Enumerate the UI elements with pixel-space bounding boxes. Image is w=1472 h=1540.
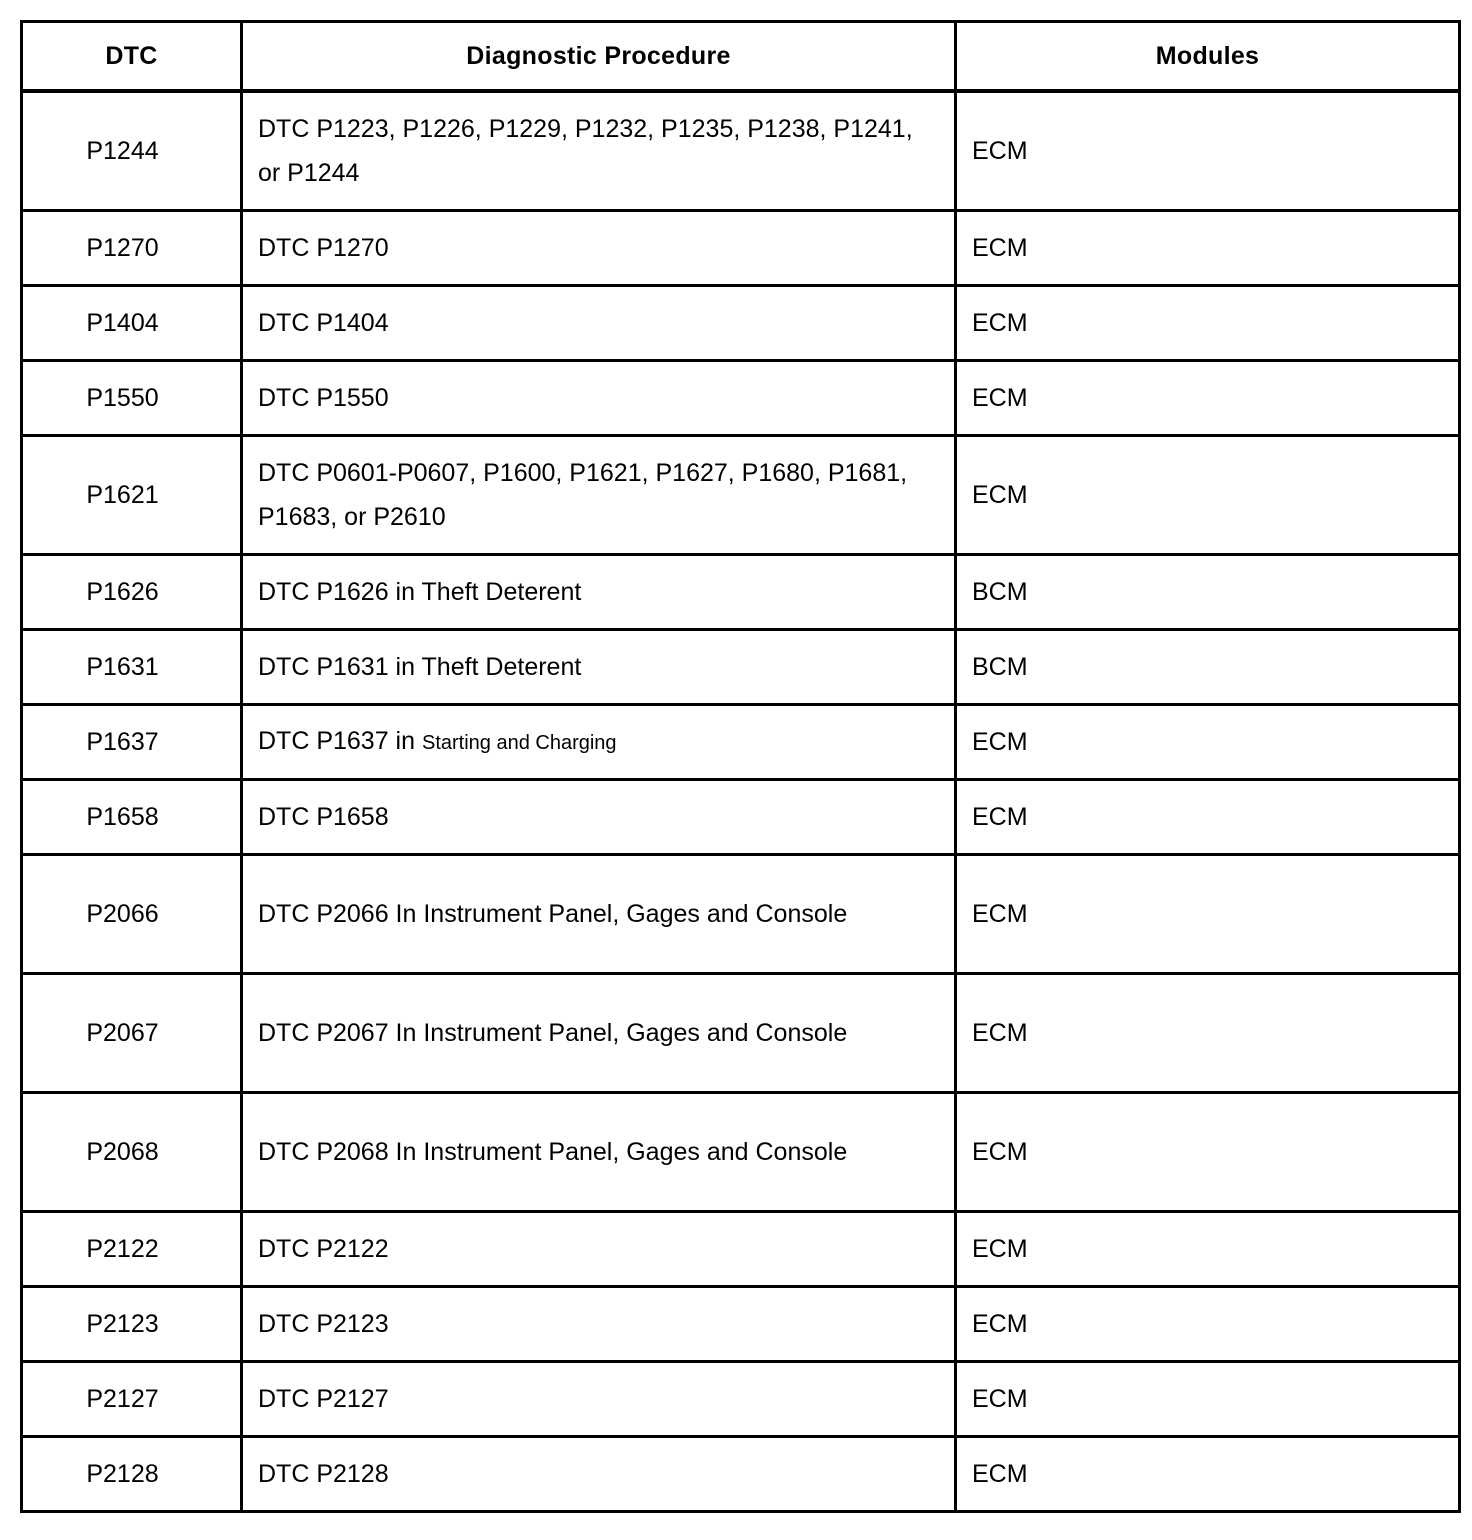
dtc-cell: P1270 [22,211,242,286]
module-cell: ECM [956,855,1460,974]
header-dtc: DTC [22,22,242,92]
module-cell: ECM [956,211,1460,286]
procedure-cell: DTC P1404 [242,286,956,361]
module-cell: BCM [956,630,1460,705]
header-procedure: Diagnostic Procedure [242,22,956,92]
module-cell: ECM [956,780,1460,855]
procedure-cell: DTC P2128 [242,1437,956,1512]
procedure-cell: DTC P2127 [242,1362,956,1437]
dtc-cell: P1637 [22,705,242,780]
table-row [22,436,1460,555]
table-row [22,1437,1460,1512]
module-cell: ECM [956,361,1460,436]
table-row [22,705,1460,780]
procedure-cell: DTC P1631 in Theft Deterent [242,630,956,705]
procedure-suffix: Starting and Charging [421,732,617,754]
procedure-cell: DTC P2066 In Instrument Panel, Gages and Console [242,855,956,974]
module-cell: ECM [956,974,1460,1093]
module-cell: ECM [956,1212,1460,1287]
dtc-cell: P1550 [22,361,242,436]
dtc-cell: P2066 [22,855,242,974]
procedure-cell: DTC P2122 [242,1212,956,1287]
table-row [22,1362,1460,1437]
table-row [22,91,1460,211]
procedure-prefix: DTC P1637 in [258,727,416,755]
procedure-cell: DTC P0601-P0607, P1600, P1621, P1627, P1680, P1681, P1683, or P2610 [242,436,956,555]
table-header [22,22,1460,92]
module-cell: BCM [956,555,1460,630]
dtc-cell: P1244 [22,91,242,211]
procedure-cell: DTC P2067 In Instrument Panel, Gages and Console [242,974,956,1093]
table-row [22,286,1460,361]
module-cell: ECM [956,91,1460,211]
procedure-cell: DTC P2068 In Instrument Panel, Gages and Console [242,1093,956,1212]
dtc-cell: P1626 [22,555,242,630]
procedure-cell: DTC P2123 [242,1287,956,1362]
dtc-cell: P1404 [22,286,242,361]
module-cell: ECM [956,1093,1460,1212]
table-body [22,91,1460,1512]
table-row [22,211,1460,286]
table-row [22,855,1460,974]
module-cell: ECM [956,1287,1460,1362]
procedure-cell: DTC P1223, P1226, P1229, P1232, P1235, P1238, P1241, or P1244 [242,91,956,211]
header-row [22,22,1460,92]
dtc-cell: P2123 [22,1287,242,1362]
dtc-cell: P2122 [22,1212,242,1287]
module-cell: ECM [956,705,1460,780]
table-row [22,1287,1460,1362]
dtc-cell: P1631 [22,630,242,705]
procedure-cell: DTC P1270 [242,211,956,286]
table-row [22,555,1460,630]
procedure-cell: DTC P1626 in Theft Deterent [242,555,956,630]
header-modules: Modules [956,22,1460,92]
module-cell: ECM [956,286,1460,361]
module-cell: ECM [956,1437,1460,1512]
dtc-cell: P2128 [22,1437,242,1512]
procedure-cell: DTC P1658 [242,780,956,855]
table-row [22,1212,1460,1287]
module-cell: ECM [956,436,1460,555]
procedure-cell: DTC P1550 [242,361,956,436]
dtc-cell: P2127 [22,1362,242,1437]
procedure-cell [242,705,956,780]
module-cell: ECM [956,1362,1460,1437]
table-row [22,1093,1460,1212]
table-row [22,780,1460,855]
table-row [22,361,1460,436]
dtc-table [20,20,1461,1513]
table-row [22,630,1460,705]
dtc-cell: P1658 [22,780,242,855]
dtc-cell: P2068 [22,1093,242,1212]
dtc-cell: P1621 [22,436,242,555]
dtc-cell: P2067 [22,974,242,1093]
table-row [22,974,1460,1093]
